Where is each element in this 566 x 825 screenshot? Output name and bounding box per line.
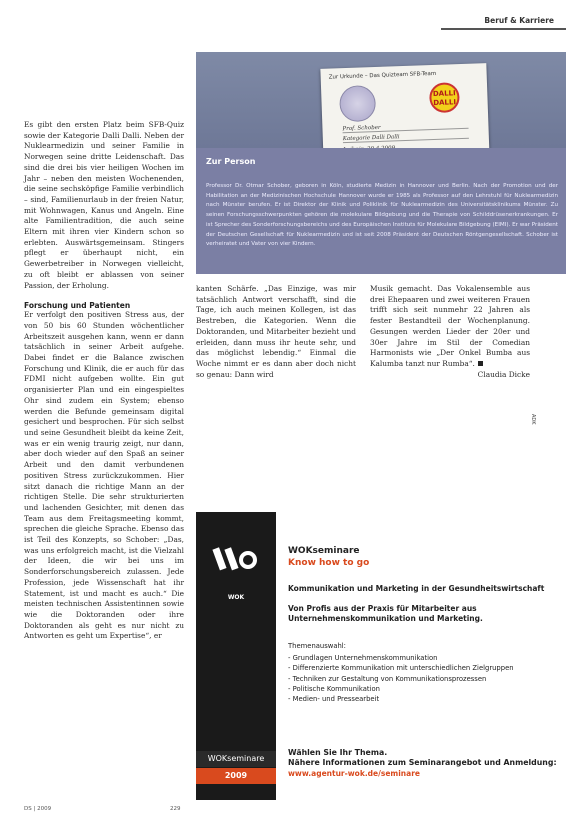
article-column-2 <box>196 284 356 380</box>
side-tag: ADK <box>530 414 536 425</box>
section-label: Beruf & Karriere <box>484 16 554 25</box>
info-box-text: Professor Dr. Otmar Schober, geboren in Köln, studierte Medizin in Hannover und Berlin. Nach der Promotion und der Habilitation an der Medizinischen Hochschule Hannover wurde er 1985 als Professor auf den Lehrstuhl für Nuklearmedizin nach Münster berufen. Er ist Direktor der Klinik und Poliklinik für Nuklearmedizin des Universitätsklinikums Münster. Zu seinen Forschungsschwerpunkten gehören die molekulare Bildgebung und die Therapie von Schilddrüsenerkrankungen. Er ist Sprecher des Sonderforschungsbereichs und des Europäischen Instituts für Molekulare Bildgebung (EIMI). Er war Präsident der Deutschen Gesellschaft für Nuklearmedizin und ist seit 2008 Präsident der Deutschen Röntgengesellschaft. Schober ist verheiratet und Vater von vier Kindern. <box>206 183 558 248</box>
ad-year-badge: 2009 <box>196 768 276 784</box>
list-item: - Politische Kommunikation <box>288 684 514 694</box>
info-box-title: Zur Person <box>206 157 256 166</box>
ad-url-link[interactable]: www.agentur-wok.de/seminare <box>288 769 420 778</box>
dalli-dalli-badge <box>429 82 460 113</box>
list-item: - Differenzierte Kommunikation mit unterschiedlichen Zielgruppen <box>288 663 514 673</box>
page-number: 229 <box>170 806 181 812</box>
article-column-3 <box>370 284 530 380</box>
ad-topics-title: Themenauswahl: <box>288 642 346 650</box>
ad-cta-line-1: Wählen Sie Ihr Thema. <box>288 748 388 757</box>
ad-brand-bar: WOKseminare <box>196 751 276 767</box>
header-rule <box>441 28 566 30</box>
badge-line-2: DALLI <box>433 98 457 108</box>
ad-topics-list <box>288 653 514 704</box>
col2-paragraph: kanten Schärfe. „Das Einzige, was mir tatsächlich Antwort verschafft, sind die Tage, ich auch meinen Kollegen, ist das Bestreben, die Kategorien. Wenn die Doktoranden, und Mitarbeiter bezieht und erleiden, dann muss ihr heute sehr, und das möglichst lebendig.“ Einmal die Woche nimmt er es dann aber doch nicht so genau: Dann wird <box>196 284 356 379</box>
list-item: - Techniken zur Gestaltung von Kommunikationsprozessen <box>288 674 514 684</box>
advertisement-wok <box>196 512 566 800</box>
card-category: Kategorie Dalli Dalli <box>343 132 469 143</box>
list-item: - Grundlagen Unternehmenskommunikation <box>288 653 514 663</box>
seal-icon <box>339 85 376 122</box>
logo-text: WOK <box>227 594 245 601</box>
col3-text: Musik gemacht. Das Vokalensemble aus drei Ehepaaren und zwei weiteren Frauen trifft sich seit nunmehr 22 Jahren als fester Bestandteil der Wochenplanung. Gesungen werden Lieder der 20er und 30er Jahre im Stil der Comedian Harmonists wie „Der Onkel Bumba aus Kalumba tanzt nur Rumba“. <box>370 284 530 368</box>
ad-black-panel <box>196 512 276 800</box>
ad-heading: Kommunikation und Marketing in der Gesundheitswirtschaft <box>288 584 545 593</box>
info-box-person <box>196 148 566 274</box>
card-header: Zur Urkunde – Das Quizteam SFB-Team <box>328 70 437 81</box>
badge-line-1: DALLI <box>432 89 456 99</box>
author-credit: Claudia Dicke <box>477 369 530 379</box>
ad-brand: WOKseminare <box>288 546 360 556</box>
intro-paragraph: Es gibt den ersten Platz beim SFB-Quiz sowie der Kategorie Dalli Dalli. Neben der Nuklearmedizin und seiner Familie in Norwegen seine dritte Leidenschaft. Das sind die drei bis vier heiligen Wochen im Jahr – neben den meisten Wochenenden, die seine sechsköpfige Familie verbindlich – sind, Familienurlaub in der freien Natur, mit Wohnwagen, Kanus und Angeln. Eine alte Familientradition, die auch seine Eltern mit ihren vier Kindern schon so erlebten. Auswärtsgemeinsam. Stingers pflegt er überhaupt nicht, ein Gewerbetreiber in Norwegen vielleicht, zu oft bleibt er ablassen von seiner Passion, der Erholung. <box>24 120 184 290</box>
article-column-1 <box>24 120 184 642</box>
footer-publication: DS | 2009 <box>24 806 52 812</box>
col3-paragraph <box>370 284 530 370</box>
wok-logo-icon <box>212 538 260 586</box>
ad-subheading-line-2: Unternehmenskommunikation und Marketing. <box>288 614 483 623</box>
ad-cta-line-2: Nähere Informationen zum Seminarangebot und Anmeldung: <box>288 758 557 767</box>
ad-subheading-line-1: Von Profis aus der Praxis für Mitarbeiter aus <box>288 604 477 613</box>
ad-call-to-action <box>288 748 557 768</box>
ad-slogan: Know how to go <box>288 558 370 568</box>
subheading-forschung: Forschung und Patienten <box>24 301 131 311</box>
card-name: Prof. Schober <box>342 122 468 133</box>
ad-subheading <box>288 604 483 624</box>
body-paragraph: Er verfolgt den positiven Stress aus, der von 50 bis 60 Stunden wöchentlicher Arbeitszeit ausgehen kann, wenn er dann tatsächlich in seiner Arbeit aufgehe. Dabei findet er die Balance zwischen Forschung und Klinik, die er auch für das FDMI nicht aufgeben wollte. Ein gut organisierter Plan und ein eingespieltes Ohr sind zudem ein System; ebenso werden die Befunde gemeinsam digital gesichert und besprochen. Für sich selbst und seine Gesundheit bleibt da keine Zeit, was er ein wenig traurig zeigt, nur dann, aber doch wieder auf den Spaß an seiner Arbeit und den damit verbundenen positiven Stress zurückzukommen. Hier sitzt danach die richtige Mann an der richtigen Stelle. Die sehr strukturierten und lachenden Gesichter, mit denen das Team aus dem Freitagsmeeting kommt, sprechen die gleiche Sprache. Ebenso das ist Teil des Konzepts, so Schober: „Das, was uns erfolgreich macht, ist die Vielzahl der Ideen, die wir bei uns im Sonderforschungsbereich zulassen. Jede Profession, jede Wissenschaft hat ihr Statement, ist und macht es auch.“ Die meisten technischen Assistentinnen sowie wie die Doktoranden oder ihre Doktoranden als geht es nur nicht zu Antworten es geht um Expertise“, er <box>24 310 184 641</box>
list-item: - Medien- und Pressearbeit <box>288 694 514 704</box>
end-mark-icon <box>478 361 483 366</box>
